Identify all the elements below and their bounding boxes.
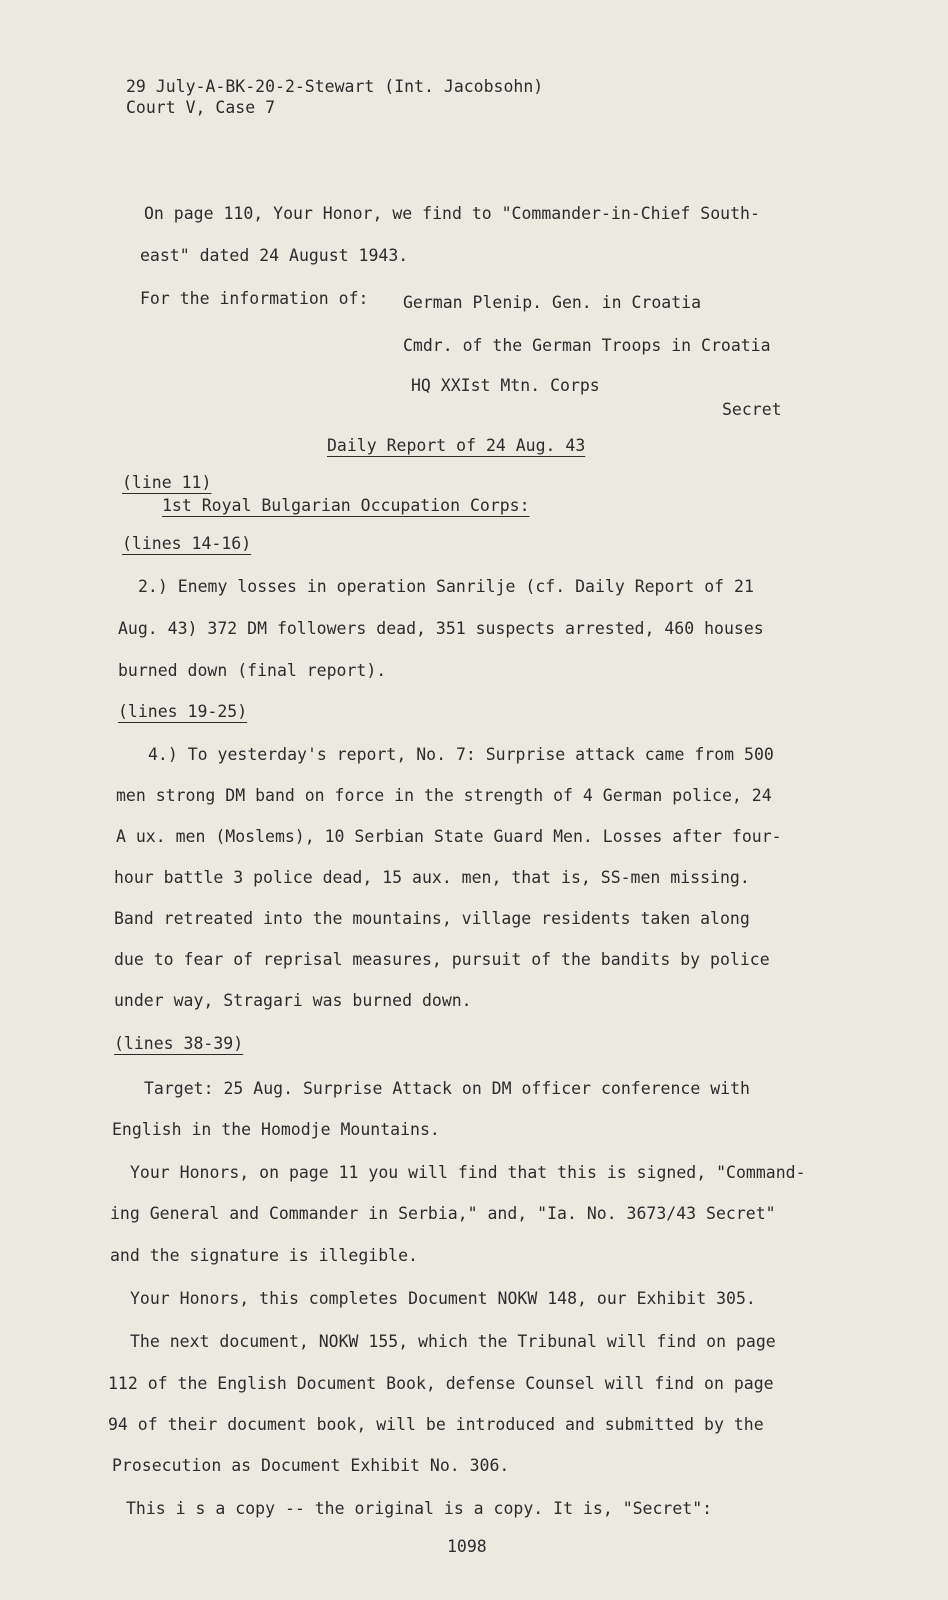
paragraph-line: men strong DM band on force in the strength of 4 German police, 24 [116, 786, 772, 805]
paragraph-line: Your Honors, on page 11 you will find that this is signed, "Command- [130, 1163, 806, 1182]
paragraph-line: Target: 25 Aug. Surprise Attack on DM officer conference with [144, 1079, 750, 1098]
paragraph-line: The next document, NOKW 155, which the Tribunal will find on page [130, 1332, 776, 1351]
recipient-line: German Plenip. Gen. in Croatia [403, 293, 702, 312]
section-reference: (lines 19-25) [118, 702, 248, 721]
paragraph-line: Prosecution as Document Exhibit No. 306. [112, 1456, 510, 1475]
header-case-reference: 29 July-A-BK-20-2-Stewart (Int. Jacobsohn) [126, 77, 544, 96]
paragraph-line: A ux. men (Moslems), 10 Serbian State Guard Men. Losses after four- [116, 827, 782, 846]
section-reference: (line 11) [122, 473, 212, 492]
paragraph-line: under way, Stragari was burned down. [114, 991, 472, 1010]
paragraph-line: Aug. 43) 372 DM followers dead, 351 suspects arrested, 460 houses [118, 619, 764, 638]
header-court: Court V, Case 7 [126, 98, 276, 117]
paragraph-line: Your Honors, this completes Document NOKW 148, our Exhibit 305. [130, 1289, 756, 1308]
paragraph-line: English in the Homodje Mountains. [112, 1120, 440, 1139]
paragraph-line: due to fear of reprisal measures, pursuit of the bandits by police [114, 950, 770, 969]
page-number: 1098 [447, 1537, 487, 1556]
paragraph-line: On page 110, Your Honor, we find to "Commander-in-Chief South- [144, 204, 760, 223]
recipient-line: Cmdr. of the German Troops in Croatia [403, 336, 771, 355]
paragraph-line: 112 of the English Document Book, defense Counsel will find on page [108, 1374, 774, 1393]
corps-heading: 1st Royal Bulgarian Occupation Corps: [162, 496, 530, 515]
paragraph-line: burned down (final report). [118, 661, 387, 680]
paragraph-line: 2.) Enemy losses in operation Sanrilje (cf. Daily Report of 21 [138, 577, 754, 596]
report-title: Daily Report of 24 Aug. 43 [327, 436, 586, 455]
classification-secret: Secret [722, 400, 782, 419]
paragraph-line: 94 of their document book, will be introduced and submitted by the [108, 1415, 764, 1434]
paragraph-line: hour battle 3 police dead, 15 aux. men, that is, SS-men missing. [114, 868, 750, 887]
paragraph-line: and the signature is illegible. [110, 1246, 418, 1265]
paragraph-line: This i s a copy -- the original is a copy. It is, "Secret": [126, 1499, 713, 1518]
section-reference: (lines 38-39) [114, 1034, 244, 1053]
paragraph-line: ing General and Commander in Serbia," and, "Ia. No. 3673/43 Secret" [110, 1204, 776, 1223]
recipient-line: HQ XXIst Mtn. Corps [411, 376, 600, 395]
paragraph-line: Band retreated into the mountains, village residents taken along [114, 909, 750, 928]
paragraph-line: 4.) To yesterday's report, No. 7: Surprise attack came from 500 [148, 745, 774, 764]
section-reference: (lines 14-16) [122, 534, 252, 553]
paragraph-line: east" dated 24 August 1943. [140, 246, 409, 265]
info-label: For the information of: [140, 289, 369, 308]
